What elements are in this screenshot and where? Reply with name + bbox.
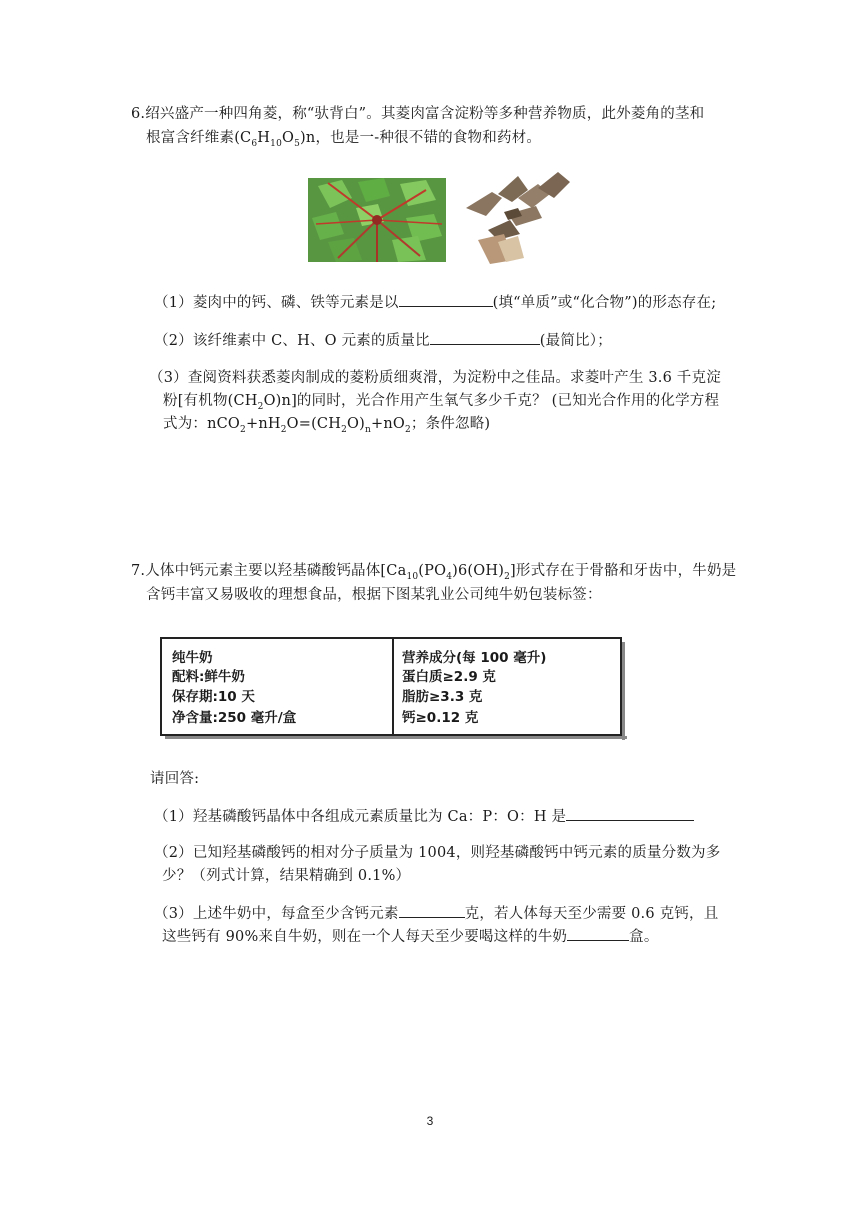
label-nutrition-heading: 营养成分(每 100 毫升)	[402, 650, 547, 666]
label-net-content: 净含量:250 毫升/盒	[172, 710, 297, 726]
label-calcium: 钙≥0.12 克	[402, 710, 479, 726]
label-divider	[392, 639, 394, 734]
q7-sub3-line2: 这些钙有 90%来自牛奶，则在一个人每天至少要喝这样的牛奶 盒。	[162, 926, 659, 947]
label-shadow	[622, 642, 625, 740]
q6-sub3-line2: 粉[有机物$(CH_2O)n$]的同时，光合作用产生氧气多少千克？ (已知光合作用的化学方程	[163, 393, 720, 412]
q7-sub1: （1）羟基磷酸钙晶体中各组成元素质量比为 Ca：P：O：H 是	[154, 806, 694, 827]
answer-blank[interactable]	[430, 330, 540, 345]
answer-blank[interactable]	[567, 926, 629, 941]
answer-blank[interactable]	[566, 806, 694, 821]
label-ingredients: 配料:鲜牛奶	[172, 669, 245, 685]
label-product-name: 纯牛奶	[172, 650, 213, 666]
q7-sub3-line1: （3）上述牛奶中，每盒至少含钙元素 克，若人体每天至少需要 0.6 克钙，且	[154, 903, 718, 924]
label-shelf-life: 保存期:10 天	[172, 689, 255, 705]
answer-blank[interactable]	[399, 903, 465, 918]
q7-stem-line1: 7.人体中钙元素主要以羟基磷酸钙晶体$[Ca_{10}(PO_4)6(OH)_2]$形式存在于骨骼和牙齿中，牛奶是	[131, 563, 737, 582]
q6-sub3-line1: （3）查阅资料获悉菱肉制成的菱粉质细爽滑，为淀粉中之佳品。求菱叶产生 3.6 千克淀	[149, 370, 721, 386]
answer-blank[interactable]	[399, 292, 493, 307]
q6-stem-line2: 根富含纤维素$(C_6H_{10}O_5)n$，也是一-种很不错的食物和药材。	[146, 130, 542, 149]
milk-package-label	[160, 637, 622, 736]
q7-stem-line2: 含钙丰富又易吸收的理想食品，根据下图某乳业公司纯牛奶包装标签：	[146, 587, 602, 603]
q7-sub2-line2: 少？（列式计算，结果精确到 0.1%）	[162, 868, 411, 884]
label-fat: 脂肪≥3.3 克	[402, 689, 483, 705]
q6-sub2: （2）该纤维素中 C、H、O 元素的质量比 (最简比）；	[154, 330, 612, 351]
q7-sub2-line1: （2）已知羟基磷酸钙的相对分子质量为 1004，则羟基磷酸钙中钙元素的质量分数为多	[154, 845, 721, 861]
page-number: 3	[426, 1114, 434, 1128]
q6-stem-line1: 6.绍兴盛产一种四角菱，称“驮背白”。其菱肉富含淀粉等多种营养物质，此外菱角的茎和	[131, 106, 705, 122]
water-caltrop-plant-photo	[308, 178, 446, 262]
q6-sub1: （1）菱肉中的钙、磷、铁等元素是以 (填“单质”或“化合物”)的形态存在;	[154, 292, 716, 313]
label-shadow	[165, 736, 627, 739]
q6-sub3-line3: 式为：$nCO_2+nH_2O=(CH_2O)_n+nO_2$；条件忽略)	[163, 416, 491, 435]
q7-prompt: 请回答:	[150, 771, 200, 787]
label-protein: 蛋白质≥2.9 克	[402, 669, 496, 685]
water-caltrop-nuts-photo	[458, 168, 582, 270]
